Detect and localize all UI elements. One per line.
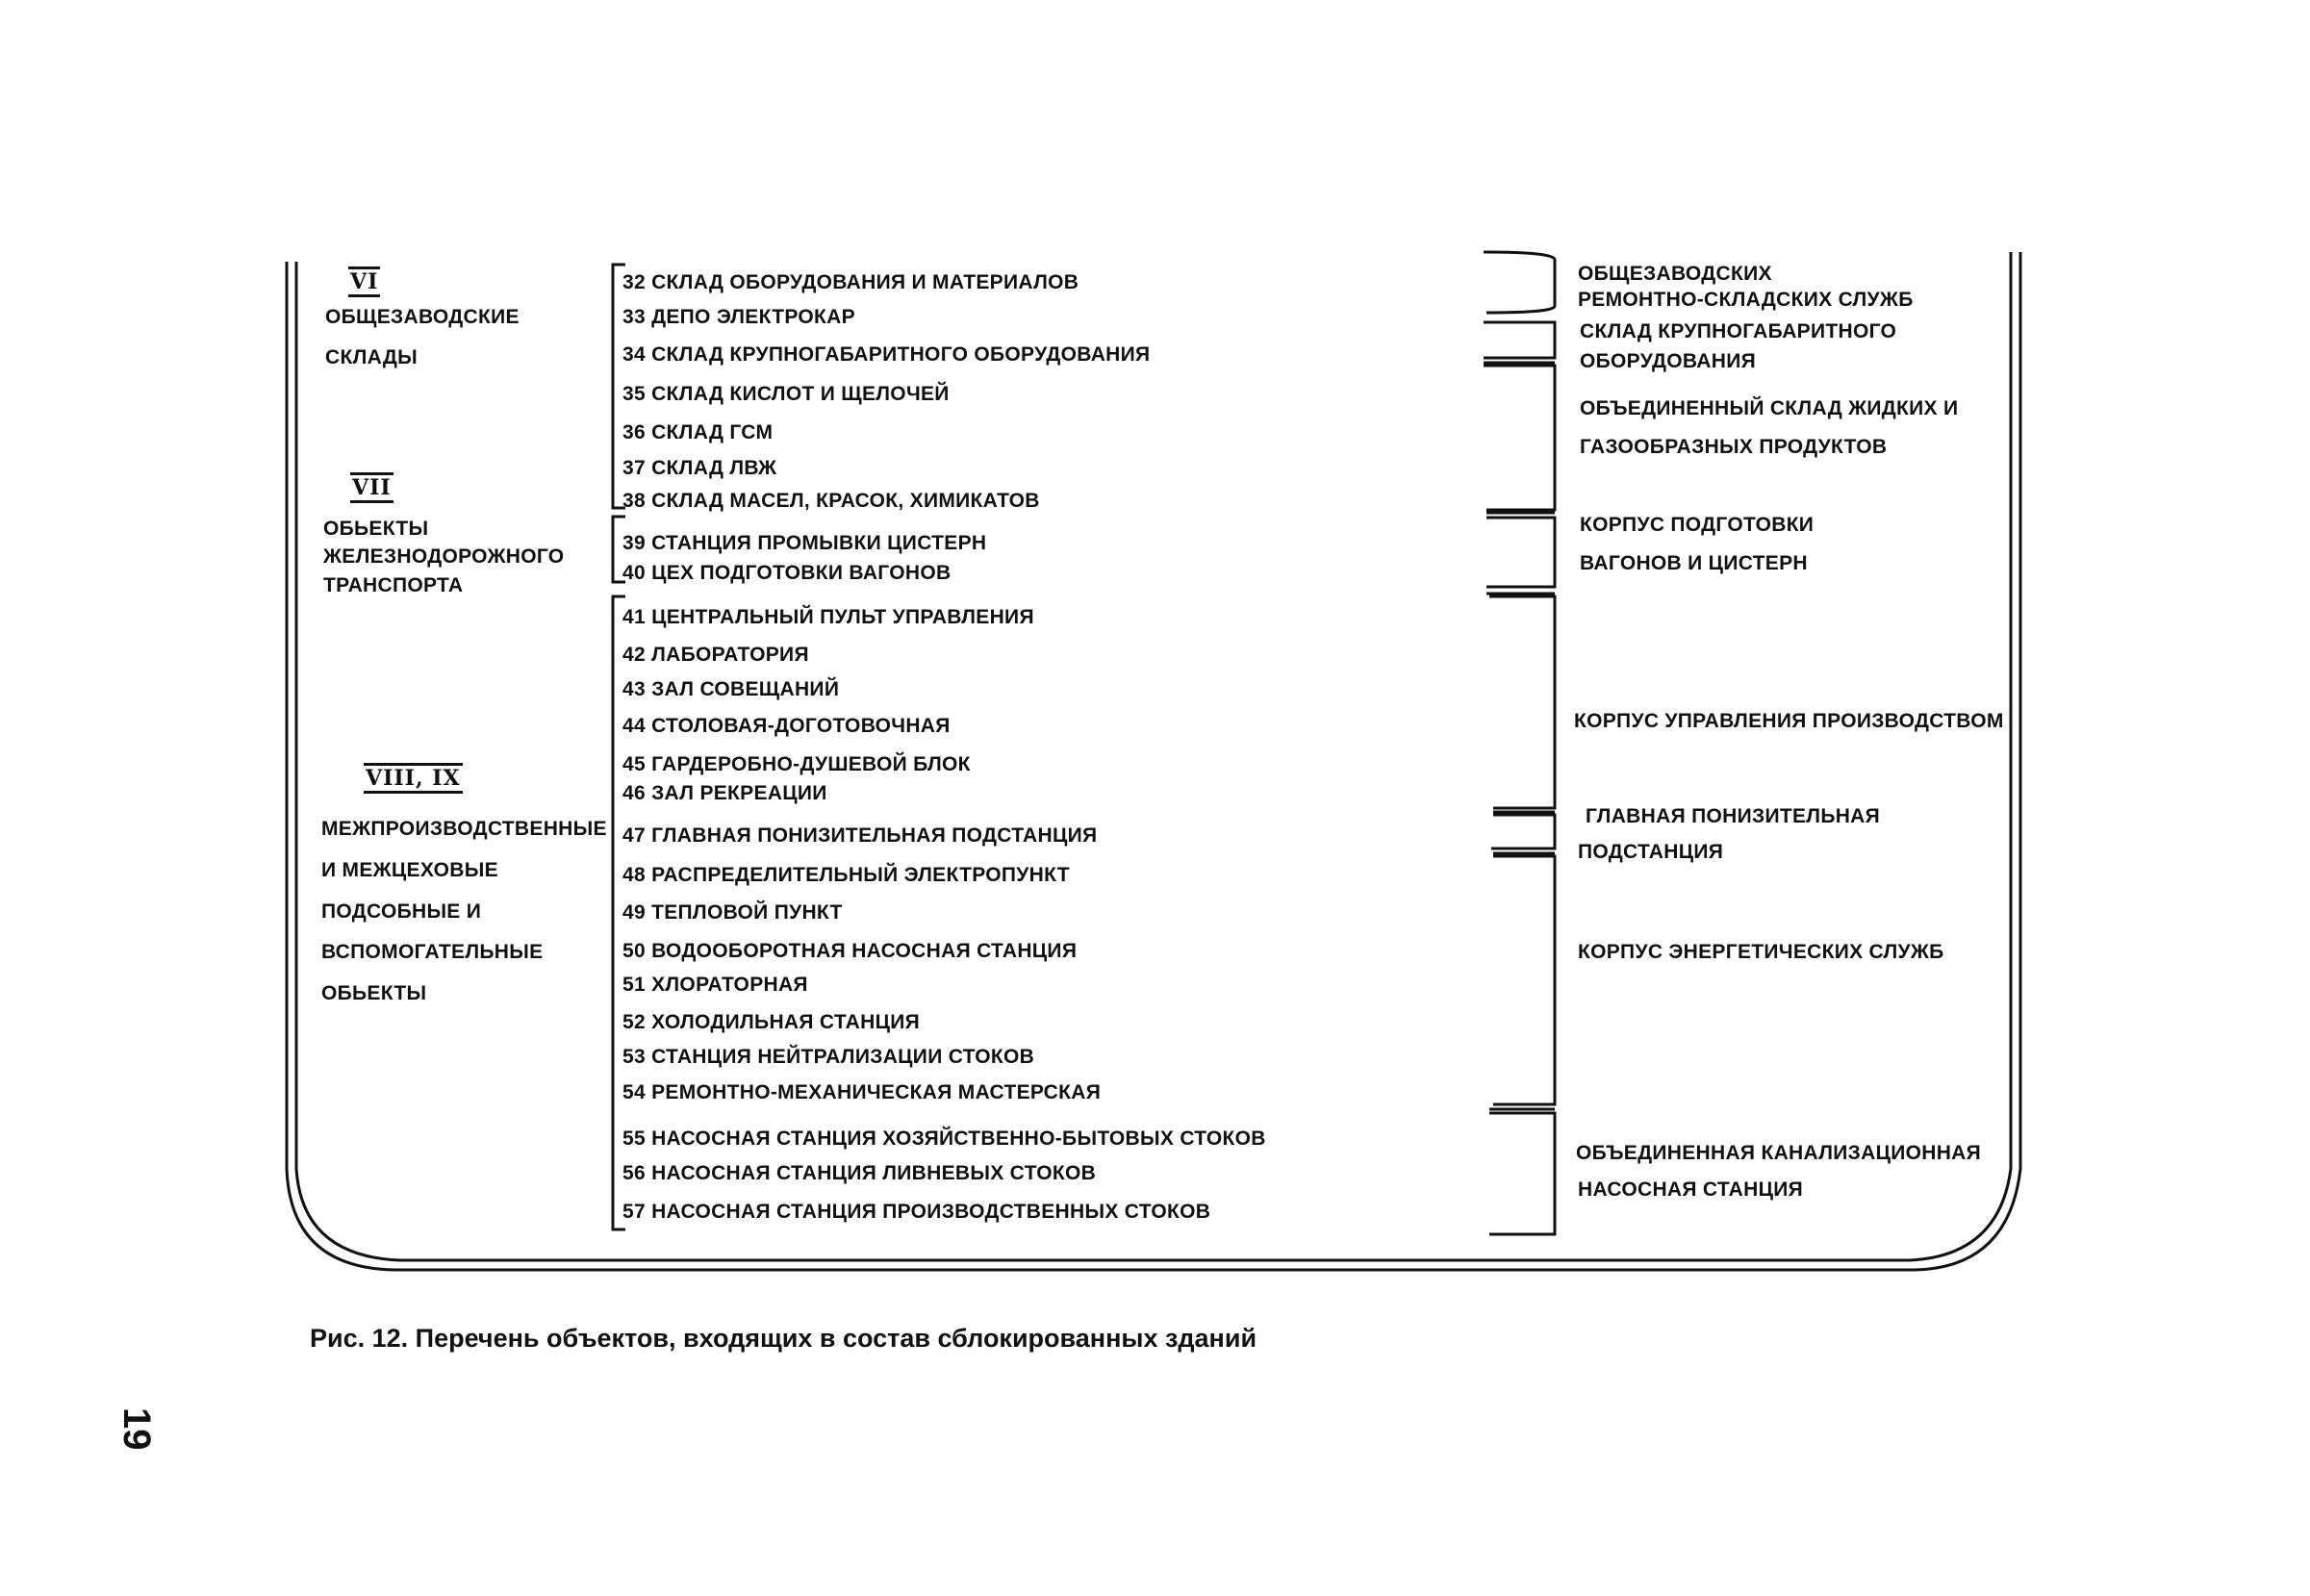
object-item: 41 ЦЕНТРАЛЬНЫЙ ПУЛЬТ УПРАВЛЕНИЯ [622,606,1034,628]
group-label-line: ОБЩЕЗАВОДСКИЕ [325,306,520,328]
object-item: 55 НАСОСНАЯ СТАНЦИЯ ХОЗЯЙСТВЕННО-БЫТОВЫХ СТОКОВ [622,1127,1266,1150]
building-label-line: КОРПУС УПРАВЛЕНИЯ ПРОИЗВОДСТВОМ [1574,710,2004,732]
object-item: 39 СТАНЦИЯ ПРОМЫВКИ ЦИСТЕРН [622,532,987,554]
group-label-line: МЕЖПРОИЗВОДСТВЕННЫЕ [321,818,607,840]
building-label-line: РЕМОНТНО-СКЛАДСКИХ СЛУЖБ [1578,289,1914,311]
object-item: 56 НАСОСНАЯ СТАНЦИЯ ЛИВНЕВЫХ СТОКОВ [622,1162,1097,1184]
building-label-line: КОРПУС ЭНЕРГЕТИЧЕСКИХ СЛУЖБ [1578,941,1944,963]
group-label-line: СКЛАДЫ [325,346,418,368]
object-item: 57 НАСОСНАЯ СТАНЦИЯ ПРОИЗВОДСТВЕННЫХ СТОКОВ [622,1201,1211,1223]
object-item: 47 ГЛАВНАЯ ПОНИЗИТЕЛЬНАЯ ПОДСТАНЦИЯ [622,824,1098,847]
building-label-line: НАСОСНАЯ СТАНЦИЯ [1578,1178,1804,1201]
building-label-line: ПОДСТАНЦИЯ [1578,841,1724,863]
group-label-line: И МЕЖЦЕХОВЫЕ [321,859,498,881]
object-item: 34 СКЛАД КРУПНОГАБАРИТНОГО ОБОРУДОВАНИЯ [622,343,1151,366]
roman-numeral: VII [350,477,393,498]
object-item: 53 СТАНЦИЯ НЕЙТРАЛИЗАЦИИ СТОКОВ [622,1046,1035,1068]
object-item: 48 РАСПРЕДЕЛИТЕЛЬНЫЙ ЭЛЕКТРОПУНКТ [622,864,1070,886]
object-item: 45 ГАРДЕРОБНО-ДУШЕВОЙ БЛОК [622,753,971,775]
building-label-line: ГЛАВНАЯ ПОНИЗИТЕЛЬНАЯ [1586,805,1881,827]
group-label-line: ОБЬЕКТЫ [323,518,429,540]
object-item: 46 ЗАЛ РЕКРЕАЦИИ [622,782,827,804]
figure-caption: Рис. 12. Перечень объектов, входящих в состав сблокированных зданий [310,1324,1257,1353]
object-item: 50 ВОДООБОРОТНАЯ НАСОСНАЯ СТАНЦИЯ [622,940,1078,962]
object-item: 52 ХОЛОДИЛЬНАЯ СТАНЦИЯ [622,1011,921,1033]
building-label-line: ГАЗООБРАЗНЫХ ПРОДУКТОВ [1580,436,1888,458]
object-item: 43 ЗАЛ СОВЕЩАНИЙ [622,678,840,700]
building-label-line: ОБЩЕЗАВОДСКИХ [1578,263,1772,285]
roman-numeral: VIII, IX [364,768,463,789]
building-label-line: КОРПУС ПОДГОТОВКИ [1580,514,1815,536]
group-label-line: ВСПОМОГАТЕЛЬНЫЕ [321,941,544,963]
object-item: 36 СКЛАД ГСМ [622,421,774,443]
object-item: 35 СКЛАД КИСЛОТ И ЩЕЛОЧЕЙ [622,383,950,405]
object-item: 32 СКЛАД ОБОРУДОВАНИЯ И МАТЕРИАЛОВ [622,271,1079,293]
group-label-line: ПОДСОБНЫЕ И [321,900,482,923]
building-label-line: ОБОРУДОВАНИЯ [1580,350,1757,372]
object-item: 40 ЦЕХ ПОДГОТОВКИ ВАГОНОВ [622,562,952,584]
group-label-line: ОБЬЕКТЫ [321,982,427,1004]
page-number: 19 [115,1407,158,1451]
object-item: 37 СКЛАД ЛВЖ [622,457,777,479]
roman-numeral: VI [348,271,380,292]
building-label-line: СКЛАД КРУПНОГАБАРИТНОГО [1580,320,1897,342]
object-item: 42 ЛАБОРАТОРИЯ [622,644,809,666]
building-label-line: ВАГОНОВ И ЦИСТЕРН [1580,552,1808,574]
object-item: 54 РЕМОНТНО-МЕХАНИЧЕСКАЯ МАСТЕРСКАЯ [622,1081,1102,1103]
object-item: 44 СТОЛОВАЯ-ДОГОТОВОЧНАЯ [622,715,951,737]
group-label-line: ТРАНСПОРТА [323,574,464,596]
object-item: 49 ТЕПЛОВОЙ ПУНКТ [622,901,843,924]
object-item: 51 ХЛОРАТОРНАЯ [622,974,808,996]
object-item: 38 СКЛАД МАСЕЛ, КРАСОК, ХИМИКАТОВ [622,490,1040,512]
object-item: 33 ДЕПО ЭЛЕКТРОКАР [622,306,855,328]
group-label-line: ЖЕЛЕЗНОДОРОЖНОГО [323,545,565,568]
building-label-line: ОБЪЕДИНЕННАЯ КАНАЛИЗАЦИОННАЯ [1576,1142,1982,1164]
building-label-line: ОБЪЕДИНЕННЫЙ СКЛАД ЖИДКИХ И [1580,397,1959,419]
